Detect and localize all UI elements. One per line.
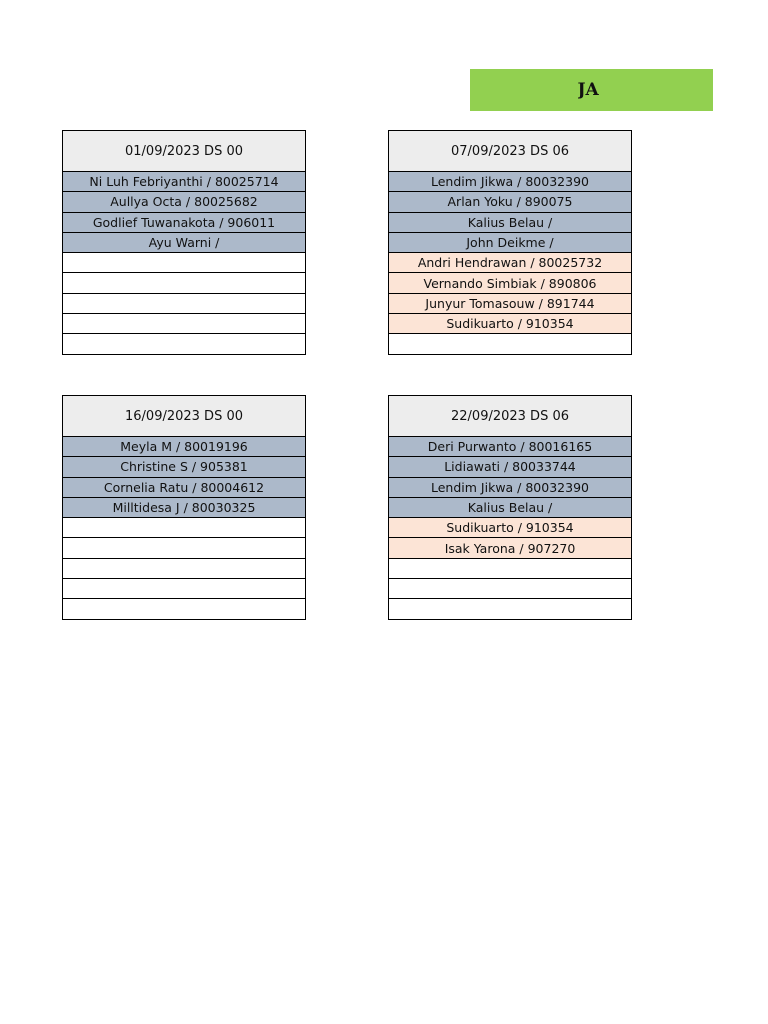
staff-entry: Milltidesa J / 80030325 [63, 497, 306, 517]
staff-entry: Deri Purwanto / 80016165 [389, 437, 632, 457]
schedule-header: 07/09/2023 DS 06 [389, 131, 632, 172]
staff-entry: Sudikuarto / 910354 [389, 518, 632, 538]
staff-entry: Ayu Warni / [63, 232, 306, 252]
table-row [389, 293, 632, 313]
banner-title: JA [577, 80, 599, 100]
staff-entry: Kalius Belau / [389, 212, 632, 232]
staff-entry: Aullya Octa / 80025682 [63, 192, 306, 212]
schedule-table [62, 130, 306, 355]
schedule-table [388, 130, 632, 355]
table-row [389, 538, 632, 558]
empty-cell [63, 293, 306, 313]
table-row [63, 579, 306, 599]
schedule-table [62, 395, 306, 620]
empty-cell [389, 334, 632, 354]
table-row [63, 273, 306, 293]
empty-cell [63, 273, 306, 293]
staff-entry: Lendim Jikwa / 80032390 [389, 172, 632, 192]
staff-entry: Arlan Yoku / 890075 [389, 192, 632, 212]
table-row [389, 457, 632, 477]
schedule-table [388, 395, 632, 620]
table-row [63, 192, 306, 212]
staff-entry: Ni Luh Febriyanthi / 80025714 [63, 172, 306, 192]
table-row [389, 273, 632, 293]
table-row [389, 599, 632, 619]
empty-cell [63, 599, 306, 619]
staff-entry: Vernando Simbiak / 890806 [389, 273, 632, 293]
staff-entry: Christine S / 905381 [63, 457, 306, 477]
empty-cell [389, 599, 632, 619]
table-row [389, 232, 632, 252]
staff-entry: Andri Hendrawan / 80025732 [389, 253, 632, 273]
table-row [63, 497, 306, 517]
title-banner [470, 69, 713, 111]
table-row [63, 599, 306, 619]
empty-cell [63, 518, 306, 538]
table-row [63, 212, 306, 232]
table-row [63, 437, 306, 457]
empty-cell [63, 538, 306, 558]
table-row [63, 253, 306, 273]
table-row [389, 497, 632, 517]
empty-cell [63, 314, 306, 334]
table-row [63, 457, 306, 477]
staff-entry: Lidiawati / 80033744 [389, 457, 632, 477]
staff-entry: Sudikuarto / 910354 [389, 314, 632, 334]
staff-entry: John Deikme / [389, 232, 632, 252]
empty-cell [389, 558, 632, 578]
table-row [389, 314, 632, 334]
staff-entry: Cornelia Ratu / 80004612 [63, 477, 306, 497]
table-row [389, 334, 632, 354]
table-row [63, 314, 306, 334]
table-row [389, 477, 632, 497]
table-row [389, 579, 632, 599]
staff-entry: Lendim Jikwa / 80032390 [389, 477, 632, 497]
schedule-header: 01/09/2023 DS 00 [63, 131, 306, 172]
table-row [63, 477, 306, 497]
empty-cell [63, 579, 306, 599]
table-row [63, 232, 306, 252]
table-row [389, 558, 632, 578]
empty-cell [63, 558, 306, 578]
schedule-header: 16/09/2023 DS 00 [63, 396, 306, 437]
empty-cell [63, 253, 306, 273]
table-row [389, 212, 632, 232]
table-row [389, 437, 632, 457]
staff-entry: Kalius Belau / [389, 497, 632, 517]
table-row [63, 293, 306, 313]
empty-cell [63, 334, 306, 354]
table-row [63, 172, 306, 192]
table-row [63, 538, 306, 558]
table-row [63, 334, 306, 354]
table-row [63, 518, 306, 538]
table-row [63, 558, 306, 578]
staff-entry: Meyla M / 80019196 [63, 437, 306, 457]
table-row [389, 253, 632, 273]
staff-entry: Isak Yarona / 907270 [389, 538, 632, 558]
table-row [389, 172, 632, 192]
staff-entry: Godlief Tuwanakota / 906011 [63, 212, 306, 232]
empty-cell [389, 579, 632, 599]
staff-entry: Junyur Tomasouw / 891744 [389, 293, 632, 313]
table-row [389, 192, 632, 212]
table-row [389, 518, 632, 538]
schedule-header: 22/09/2023 DS 06 [389, 396, 632, 437]
